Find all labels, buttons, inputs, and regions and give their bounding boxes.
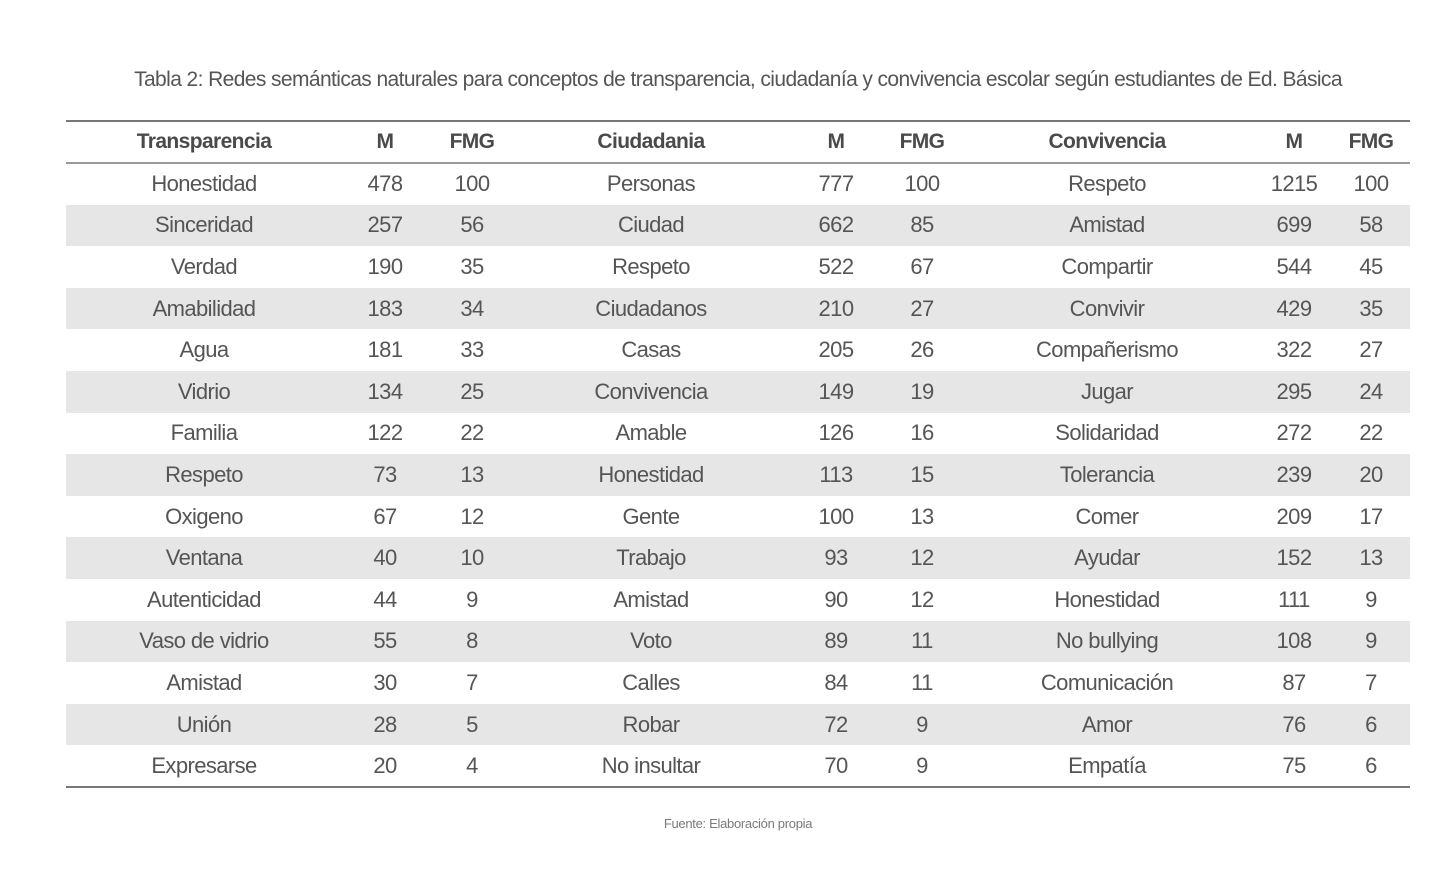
table-cell: 152 [1276, 545, 1312, 571]
table-cell: 9 [466, 586, 478, 612]
table-cell: 272 [1276, 420, 1312, 446]
table-cell: No bullying [1055, 628, 1159, 654]
table-row [66, 745, 1410, 787]
table-body [66, 163, 1410, 787]
table-cell: Familia [170, 420, 238, 446]
table-cell: Compañerismo [1036, 337, 1178, 363]
column-header: FMG [449, 130, 495, 153]
column-header: FMG [899, 130, 945, 153]
table-cell: Personas [606, 171, 696, 197]
table-cell: Agua [179, 337, 229, 363]
table-cell: 17 [1359, 503, 1383, 529]
table-cell: 322 [1276, 337, 1312, 363]
table-cell: Comunicación [1040, 669, 1174, 695]
table-cell: 257 [367, 212, 403, 238]
table-cell: 67 [373, 503, 397, 529]
table-cell: Respeto [1068, 171, 1146, 197]
table-cell: 6 [1365, 752, 1377, 778]
table-cell: 13 [460, 461, 484, 487]
table-row [66, 537, 1410, 579]
table-cell: Casas [621, 337, 681, 363]
table-cell: 85 [910, 212, 934, 238]
table-row [66, 662, 1410, 704]
table-cell: 205 [818, 337, 854, 363]
table-cell: Ventana [165, 545, 243, 571]
table-cell: 22 [1359, 420, 1383, 446]
table-cell: 6 [1365, 711, 1377, 737]
table-cell: 25 [460, 378, 484, 404]
table-cell: Empatía [1068, 752, 1146, 778]
table-cell: 100 [1353, 171, 1389, 197]
table-cell: 100 [818, 503, 854, 529]
table-cell: 9 [1365, 586, 1377, 612]
table-cell: 777 [818, 171, 854, 197]
table-cell: Respeto [165, 461, 243, 487]
table-cell: 190 [367, 253, 403, 279]
table-cell: 13 [910, 503, 934, 529]
column-header: Transparencia [136, 130, 272, 153]
table-cell: 72 [824, 711, 848, 737]
table-cell: 209 [1276, 503, 1312, 529]
table-cell: Calles [622, 669, 680, 695]
table-cell: 9 [1365, 628, 1377, 654]
table-cell: 87 [1282, 669, 1306, 695]
table-cell: 27 [1359, 337, 1383, 363]
table-cell: 15 [910, 461, 934, 487]
table-cell: 16 [910, 420, 934, 446]
table-cell: 67 [910, 253, 934, 279]
table-cell: Jugar [1080, 378, 1134, 404]
column-header: M [1285, 130, 1303, 153]
table-cell: 24 [1359, 378, 1383, 404]
table-cell: Amable [615, 420, 687, 446]
column-header: Convivencia [1048, 130, 1166, 153]
table-cell: 662 [818, 212, 854, 238]
table-cell: 40 [373, 545, 397, 571]
table-cell: Unión [176, 711, 232, 737]
table-cell: Oxigeno [165, 503, 243, 529]
table-row [66, 496, 1410, 538]
table-cell: Voto [630, 628, 672, 654]
table-cell: 122 [367, 420, 403, 446]
table-cell: Comer [1075, 503, 1139, 529]
table-cell: Ayudar [1074, 545, 1140, 571]
table-cell: 13 [1359, 545, 1383, 571]
column-header: FMG [1348, 130, 1394, 153]
table-cell: Autenticidad [147, 586, 261, 612]
table-cell: 239 [1276, 461, 1312, 487]
table-cell: 93 [824, 545, 848, 571]
table-cell: 12 [460, 503, 484, 529]
table-cell: 35 [1359, 295, 1383, 321]
table-cell: 30 [373, 669, 397, 695]
table-cell: 183 [367, 295, 403, 321]
table-cell: 11 [911, 669, 933, 695]
table-cell: 8 [466, 628, 478, 654]
table-cell: 149 [818, 378, 854, 404]
table-cell: 429 [1276, 295, 1312, 321]
table-cell: 295 [1276, 378, 1312, 404]
table-cell: 181 [367, 337, 403, 363]
table-row [66, 704, 1410, 746]
table-cell: Amistad [1069, 212, 1145, 238]
column-header: Ciudadania [597, 130, 705, 153]
table-cell: 100 [904, 171, 940, 197]
table-cell: Compartir [1061, 253, 1153, 279]
table-caption: Tabla 2: Redes semánticas naturales para conceptos de transparencia, ciudadanía y convivencia escolar según estudiantes de Ed. Básica [134, 68, 1342, 91]
table-cell: 10 [460, 545, 484, 571]
table-cell: Honestidad [151, 171, 257, 197]
table-cell: 19 [910, 378, 934, 404]
table-row [66, 579, 1410, 621]
table-cell: 9 [916, 752, 928, 778]
table-cell: 4 [466, 752, 478, 778]
table-cell: 58 [1359, 212, 1383, 238]
table-cell: 100 [454, 171, 490, 197]
table-cell: 33 [460, 337, 484, 363]
table-row [66, 329, 1410, 371]
table-cell: 113 [819, 461, 853, 487]
table-cell: 28 [373, 711, 397, 737]
table-cell: 111 [1278, 586, 1310, 612]
table-cell: 35 [460, 253, 484, 279]
table-cell: 89 [824, 628, 848, 654]
semantic-networks-table [66, 120, 1410, 788]
table-cell: Verdad [170, 253, 238, 279]
table-cell: Respeto [612, 253, 690, 279]
table-cell: 20 [1359, 461, 1383, 487]
table-cell: 9 [916, 711, 928, 737]
table-cell: 56 [460, 212, 484, 238]
column-header: M [827, 130, 845, 153]
table-cell: Amor [1081, 711, 1133, 737]
table-cell: 73 [373, 461, 397, 487]
table-cell: Gente [622, 503, 680, 529]
table-cell: 55 [373, 628, 397, 654]
table-cell: Tolerancia [1059, 461, 1155, 487]
table-cell: Solidaridad [1055, 420, 1159, 446]
table-row [66, 163, 1410, 205]
table-cell: Honestidad [1054, 586, 1160, 612]
table-cell: 90 [824, 586, 848, 612]
table-cell: 522 [818, 253, 854, 279]
table-cell: 45 [1359, 253, 1383, 279]
table-cell: Honestidad [598, 461, 704, 487]
table-cell: 34 [460, 295, 484, 321]
table-cell: 26 [910, 337, 934, 363]
table-cell: 22 [460, 420, 484, 446]
table-row [66, 371, 1410, 413]
table-cell: 12 [910, 586, 934, 612]
table-cell: 5 [466, 711, 478, 737]
table-cell: Ciudad [617, 212, 685, 238]
table-row [66, 288, 1410, 330]
source-footnote: Fuente: Elaboración propia [663, 816, 813, 831]
table-cell: Vaso de vidrio [139, 628, 269, 654]
table-cell: 108 [1276, 628, 1312, 654]
table-cell: Amistad [166, 669, 242, 695]
table-cell: 7 [1365, 669, 1377, 695]
table-cell: 134 [367, 378, 403, 404]
table-container [66, 120, 1410, 788]
table-cell: 27 [910, 295, 934, 321]
table-row [66, 413, 1410, 455]
table-row [66, 205, 1410, 247]
table-row [66, 454, 1410, 496]
table-cell: 75 [1282, 752, 1306, 778]
table-cell: 12 [910, 545, 934, 571]
table-cell: Sinceridad [155, 212, 253, 238]
table-row [66, 621, 1410, 663]
table-cell: 11 [911, 628, 933, 654]
table-cell: Amabilidad [152, 295, 256, 321]
table-row [66, 246, 1410, 288]
table-cell: No insultar [601, 752, 701, 778]
table-cell: 84 [824, 669, 848, 695]
table-cell: Ciudadanos [595, 295, 707, 321]
table-cell: Robar [622, 711, 680, 737]
table-cell: Convivencia [594, 378, 708, 404]
table-cell: 44 [373, 586, 397, 612]
table-cell: Vidrio [177, 378, 231, 404]
table-cell: 544 [1276, 253, 1312, 279]
table-cell: Trabajo [616, 545, 686, 571]
table-header-row [66, 121, 1410, 163]
column-header: M [376, 130, 394, 153]
table-cell: Convivir [1069, 295, 1145, 321]
table-cell: 210 [818, 295, 854, 321]
table-cell: Expresarse [151, 752, 257, 778]
table-cell: Amistad [613, 586, 689, 612]
table-cell: 478 [367, 171, 403, 197]
table-cell: 70 [824, 752, 848, 778]
table-cell: 20 [373, 752, 397, 778]
table-cell: 76 [1282, 711, 1306, 737]
table-cell: 1215 [1270, 171, 1318, 197]
table-cell: 126 [818, 420, 854, 446]
table-cell: 7 [466, 669, 478, 695]
table-cell: 699 [1276, 212, 1312, 238]
